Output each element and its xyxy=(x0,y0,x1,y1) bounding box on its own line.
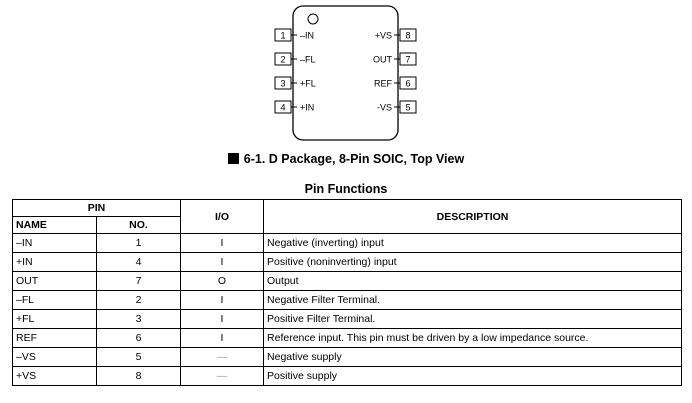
pin-io: I xyxy=(181,253,264,272)
header-no: NO. xyxy=(97,217,181,234)
pin-number-label: 6 xyxy=(405,78,411,89)
table-row xyxy=(13,329,682,348)
pin-signal-label: –FL xyxy=(300,54,316,65)
pin-io: I xyxy=(181,234,264,253)
package-diagram xyxy=(0,0,692,150)
header-description: DESCRIPTION xyxy=(264,200,682,234)
pin-name: –IN xyxy=(13,234,97,253)
table-row xyxy=(13,367,682,386)
pin-number-label: 1 xyxy=(280,30,286,41)
pin-number-label: 7 xyxy=(405,54,411,65)
pin-description: Negative Filter Terminal. xyxy=(264,291,682,310)
pin-description: Reference input. This pin must be driven by a low impedance source. xyxy=(264,329,682,348)
table-row xyxy=(13,272,682,291)
pin-number: 6 xyxy=(97,329,181,348)
pin-number: 8 xyxy=(97,367,181,386)
pin-signal-label: –IN xyxy=(300,30,315,41)
header-name: NAME xyxy=(13,217,97,234)
ic-body xyxy=(293,6,398,140)
table-row xyxy=(13,310,682,329)
pin-number-label: 8 xyxy=(405,30,411,41)
pin-number: 5 xyxy=(97,348,181,367)
pin-io: I xyxy=(181,329,264,348)
pin-number-label: 4 xyxy=(280,102,286,113)
figure-caption xyxy=(0,152,692,166)
pin-signal-label: +IN xyxy=(300,102,315,113)
table-title: Pin Functions xyxy=(304,182,388,196)
pin-name: OUT xyxy=(13,272,97,291)
figure-label-glyph xyxy=(228,153,239,164)
pin-name: –FL xyxy=(13,291,97,310)
table-row xyxy=(13,348,682,367)
header-pin: PIN xyxy=(13,200,181,217)
pin-name: +VS xyxy=(13,367,97,386)
pin-number: 7 xyxy=(97,272,181,291)
pin-number-label: 3 xyxy=(280,78,286,89)
pin-description: Positive supply xyxy=(264,367,682,386)
pin-signal-label: +VS xyxy=(374,30,392,41)
pin-io: O xyxy=(181,272,264,291)
pin-number: 4 xyxy=(97,253,181,272)
pin-description: Output xyxy=(264,272,682,291)
pin-name: –VS xyxy=(13,348,97,367)
pin-description: Positive (noninverting) input xyxy=(264,253,682,272)
pin-name: +FL xyxy=(13,310,97,329)
pin-name: REF xyxy=(13,329,97,348)
table-row xyxy=(13,234,682,253)
pin-signal-label: OUT xyxy=(373,54,392,65)
pin-io: — xyxy=(181,367,264,386)
pin-signal-label: REF xyxy=(374,78,392,89)
pin-description: Negative (inverting) input xyxy=(264,234,682,253)
pin-io: I xyxy=(181,291,264,310)
pin-name: +IN xyxy=(13,253,97,272)
pin-description: Positive Filter Terminal. xyxy=(264,310,682,329)
figure-caption-text: 6-1. D Package, 8-Pin SOIC, Top View xyxy=(243,152,465,166)
pin-functions-table xyxy=(12,199,682,386)
pin-number-label: 2 xyxy=(280,54,286,65)
header-io: I/O xyxy=(181,200,264,234)
table-row xyxy=(13,291,682,310)
pin1-marker xyxy=(308,14,318,24)
pin-signal-label: +FL xyxy=(300,78,316,89)
pin-io: — xyxy=(181,348,264,367)
pin-number-label: 5 xyxy=(405,102,411,113)
pin-description: Negative supply xyxy=(264,348,682,367)
table-row xyxy=(13,253,682,272)
pin-io: I xyxy=(181,310,264,329)
pin-number: 2 xyxy=(97,291,181,310)
pin-signal-label: -VS xyxy=(376,102,392,113)
pin-number: 3 xyxy=(97,310,181,329)
pin-number: 1 xyxy=(97,234,181,253)
